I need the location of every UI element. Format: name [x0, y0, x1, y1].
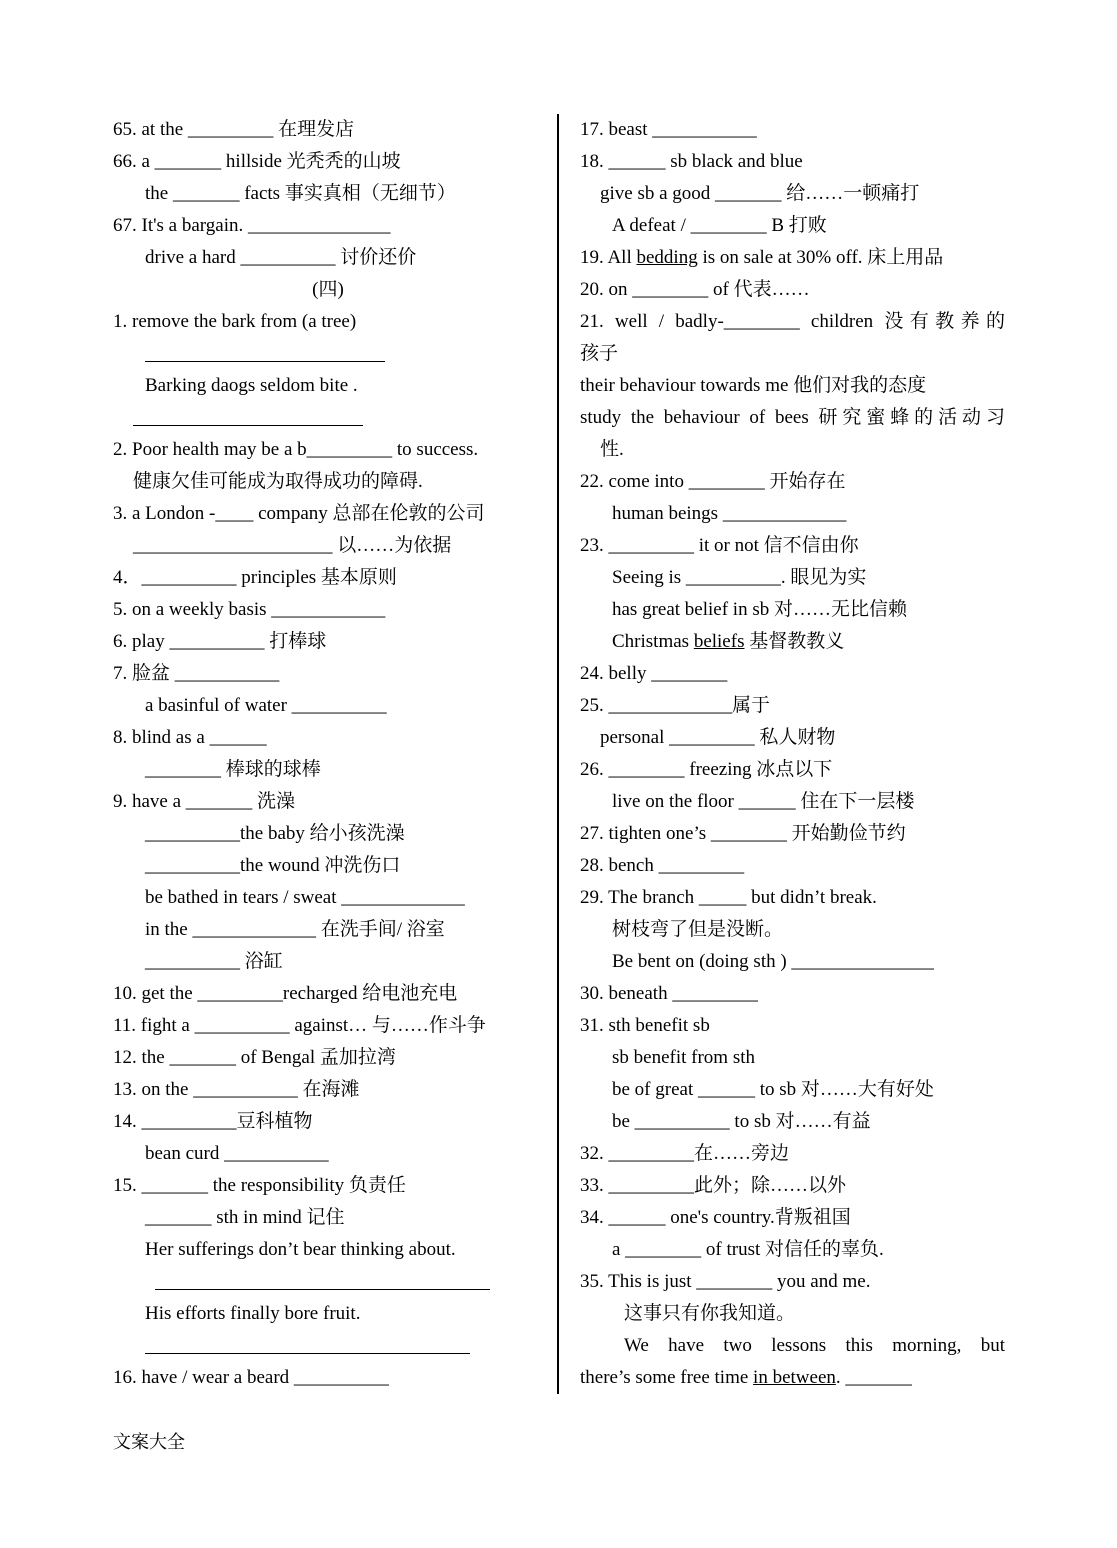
exercise-line: 性. — [600, 439, 624, 460]
exercise-line: 21. well / badly-________ children 没有教养的 — [580, 311, 1005, 332]
exercise-line: 20. on ________ of 代表…… — [580, 279, 810, 300]
exercise-line: 23. _________ it or not 信不信由你 — [580, 535, 859, 556]
exercise-line: Be bent on (doing sth ) _______________ — [612, 951, 934, 972]
exercise-line: 15. _______ the responsibility 负责任 — [113, 1175, 406, 1196]
exercise-line: ________ 棒球的球棒 — [145, 759, 321, 780]
exercise-line: 2. Poor health may be a b_________ to success. — [113, 439, 479, 460]
exercise-line: the _______ facts 事实真相（无细节） — [145, 183, 456, 204]
exercise-line: 孩子 — [580, 343, 619, 364]
exercise-line: 11. fight a __________ against… 与……作斗争 — [113, 1015, 486, 1036]
exercise-line: human beings _____________ — [612, 503, 847, 524]
exercise-line: 28. bench _________ — [580, 855, 745, 876]
exercise-line: drive a hard __________ 讨价还价 — [145, 247, 417, 268]
exercise-line: 7. 脸盆 ___________ — [113, 663, 280, 684]
exercise-line: 14. __________豆科植物 — [113, 1111, 313, 1132]
exercise-line: 24. belly ________ — [580, 663, 728, 684]
exercise-line: _____________________ 以……为依据 — [133, 535, 452, 556]
underlined-term: bedding — [636, 247, 698, 268]
exercise-line: 这事只有你我知道。 — [624, 1303, 796, 1324]
exercise-line: Barking daogs seldom bite . — [145, 375, 358, 396]
exercise-line: personal _________ 私人财物 — [600, 727, 836, 748]
exercise-line: Christmas beliefs 基督教教义 — [612, 631, 845, 652]
exercise-line: 5. on a weekly basis ____________ — [113, 599, 386, 620]
exercise-line: 29. The branch _____ but didn’t break. — [580, 887, 877, 908]
exercise-line: __________the wound 冲洗伤口 — [145, 855, 401, 876]
left-column — [113, 114, 543, 1394]
exercise-line: 12. the _______ of Bengal 孟加拉湾 — [113, 1047, 396, 1068]
underlined-term: in between — [753, 1367, 836, 1388]
exercise-line: 65. at the _________ 在理发店 — [113, 119, 355, 140]
exercise-line: 健康欠佳可能成为取得成功的障碍. — [133, 471, 423, 492]
exercise-line: 67. It's a bargain. _______________ — [113, 215, 391, 236]
answer-blank-line — [113, 1266, 543, 1298]
underlined-term: beliefs — [693, 631, 745, 652]
answer-blank-line — [113, 338, 543, 370]
exercise-line: 4．__________ principles 基本原则 — [113, 567, 397, 588]
exercise-line: study the behaviour of bees 研究蜜蜂的活动习 — [580, 407, 1005, 428]
exercise-line: 33. _________此外；除……以外 — [580, 1175, 847, 1196]
page-footer: 文案大全 — [113, 1432, 185, 1452]
exercise-line: be __________ to sb 对……有益 — [612, 1111, 871, 1132]
exercise-line: 19. All bedding is on sale at 30% off. 床上用品 — [580, 247, 944, 268]
exercise-line: 32. _________在……旁边 — [580, 1143, 790, 1164]
exercise-line: __________the baby 给小孩洗澡 — [145, 823, 405, 844]
exercise-line: 34. ______ one's country.背叛祖国 — [580, 1207, 851, 1228]
exercise-line: 22. come into ________ 开始存在 — [580, 471, 846, 492]
exercise-line: Her sufferings don’t bear thinking about. — [145, 1239, 456, 1260]
exercise-line: 25. _____________属于 — [580, 695, 771, 716]
exercise-line: be of great ______ to sb 对……大有好处 — [612, 1079, 934, 1100]
exercise-line: there’s some free time in between. _______ — [580, 1367, 912, 1388]
exercise-line: _______ sth in mind 记住 — [145, 1207, 345, 1228]
exercise-line: 8. blind as a ______ — [113, 727, 267, 748]
exercise-line: 6. play __________ 打棒球 — [113, 631, 327, 652]
right-column — [580, 114, 1005, 1394]
exercise-line: live on the floor ______ 住在下一层楼 — [612, 791, 915, 812]
exercise-line: give sb a good _______ 给……一顿痛打 — [600, 183, 920, 204]
exercise-line: 18. ______ sb black and blue — [580, 151, 803, 172]
column-divider — [557, 114, 559, 1394]
exercise-line: a basinful of water __________ — [145, 695, 387, 716]
exercise-line: We have two lessons this morning, but — [624, 1335, 1005, 1356]
exercise-line: 13. on the ___________ 在海滩 — [113, 1079, 360, 1100]
exercise-line: 10. get the _________recharged 给电池充电 — [113, 983, 458, 1004]
exercise-line: Seeing is __________. 眼见为实 — [612, 567, 867, 588]
exercise-line: 66. a _______ hillside 光秃秃的山坡 — [113, 151, 401, 172]
exercise-line: 9. have a _______ 洗澡 — [113, 791, 296, 812]
exercise-line: __________ 浴缸 — [145, 951, 283, 972]
exercise-line: 树枝弯了但是没断。 — [612, 919, 784, 940]
exercise-line: in the _____________ 在洗手间/ 浴室 — [145, 919, 445, 940]
exercise-line: their behaviour towards me 他们对我的态度 — [580, 375, 927, 396]
exercise-line: be bathed in tears / sweat _____________ — [145, 887, 465, 908]
exercise-line: 31. sth benefit sb — [580, 1015, 710, 1036]
answer-blank-line — [113, 402, 543, 434]
exercise-line: 1. remove the bark from (a tree) — [113, 311, 357, 332]
exercise-line: 30. beneath _________ — [580, 983, 758, 1004]
exercise-line: His efforts finally bore fruit. — [145, 1303, 361, 1324]
exercise-line: 26. ________ freezing 冰点以下 — [580, 759, 833, 780]
exercise-line: 3. a London -____ company 总部在伦敦的公司 — [113, 503, 485, 524]
exercise-line: 17. beast ___________ — [580, 119, 757, 140]
exercise-line: bean curd ___________ — [145, 1143, 329, 1164]
exercise-line: 35. This is just ________ you and me. — [580, 1271, 871, 1292]
exercise-line: sb benefit from sth — [612, 1047, 756, 1068]
exercise-line: 16. have / wear a beard __________ — [113, 1367, 389, 1388]
exercise-line: (四) — [312, 279, 344, 300]
exercise-line: 27. tighten one’s ________ 开始勤俭节约 — [580, 823, 906, 844]
exercise-line: has great belief in sb 对……无比信赖 — [612, 599, 907, 620]
exercise-line: a ________ of trust 对信任的辜负. — [612, 1239, 884, 1260]
exercise-line: A defeat / ________ B 打败 — [612, 215, 827, 236]
answer-blank-line — [113, 1330, 543, 1362]
